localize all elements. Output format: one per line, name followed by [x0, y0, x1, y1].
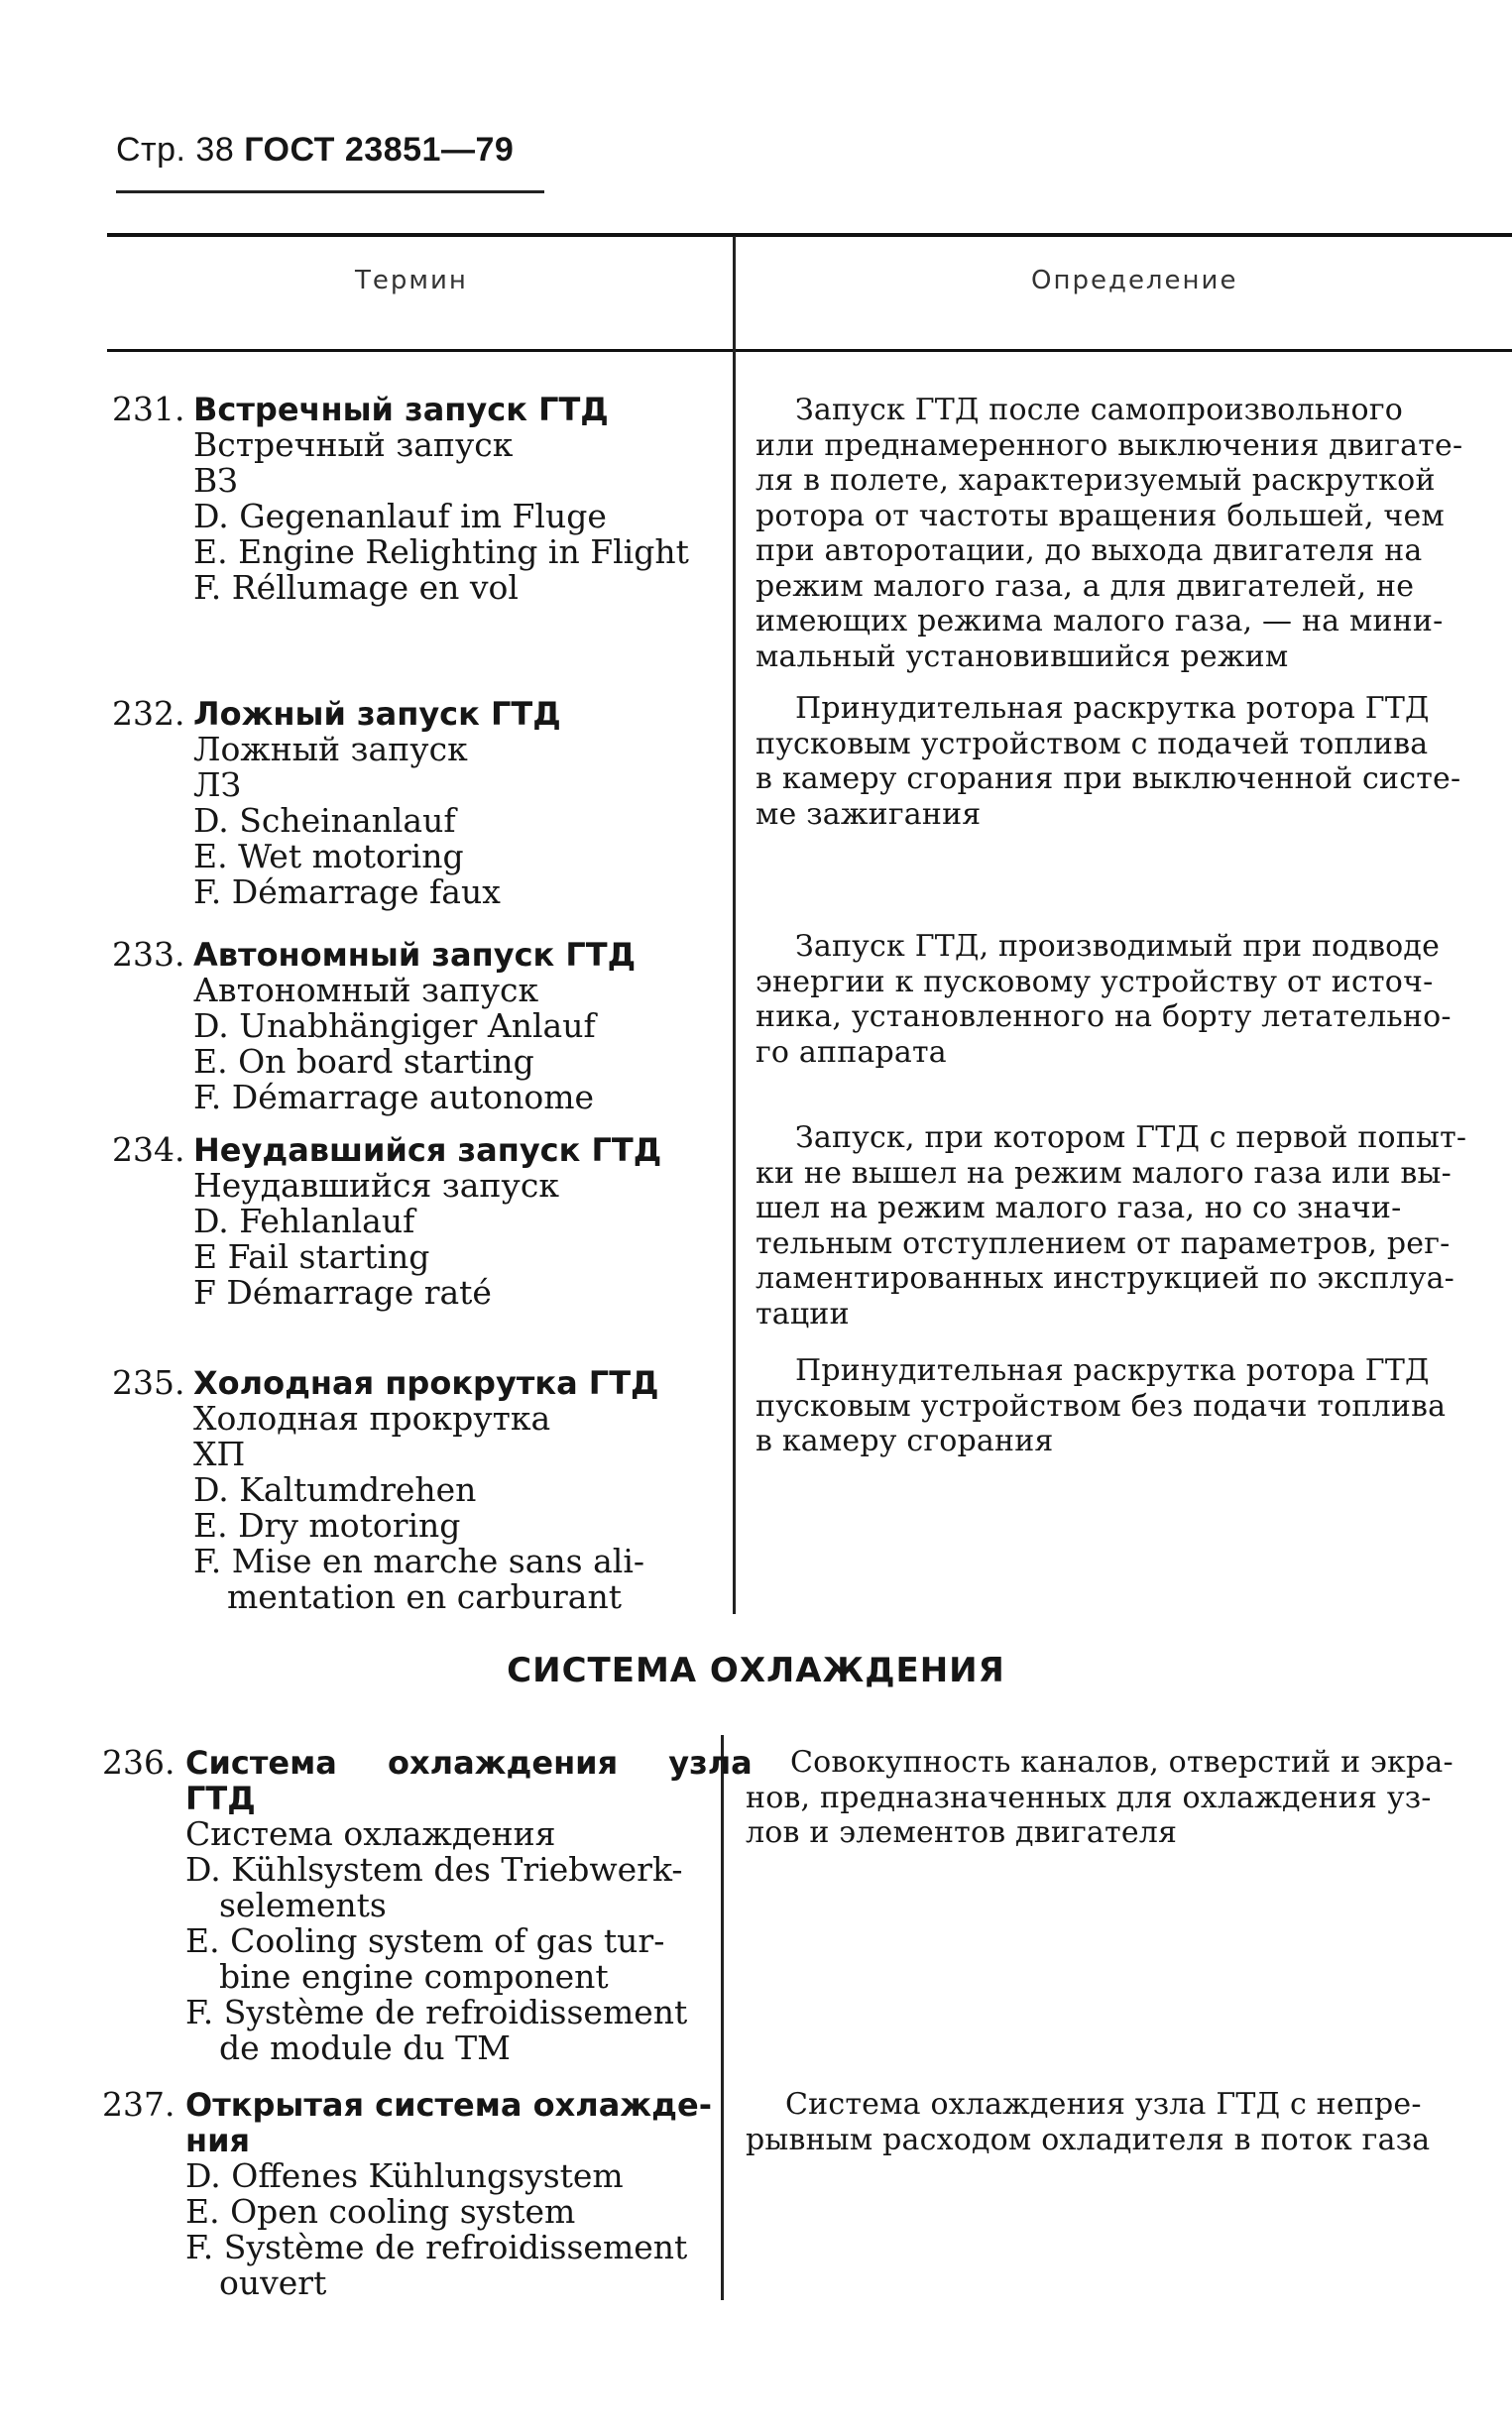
- term-line: D. Unabhängiger Anlauf: [193, 1006, 596, 1045]
- term-line: Автономный запуск: [193, 971, 539, 1009]
- term-line: Система охлаждения: [185, 1814, 556, 1853]
- term-line: F. Système de refroidissement: [185, 2228, 688, 2266]
- term-line: D. Kühlsystem des Triebwerk-: [185, 1850, 683, 1889]
- term-number: 235.: [112, 1363, 185, 1402]
- term-title: Ложный запуск ГТД: [193, 695, 561, 733]
- term-line: F Démarrage raté: [193, 1273, 492, 1312]
- term-line: D. Kaltumdrehen: [193, 1470, 477, 1509]
- term-line: F. Réllumage en vol: [193, 568, 519, 607]
- term-number: 234.: [112, 1130, 185, 1169]
- term-title: Неудавшийся запуск ГТД: [193, 1131, 662, 1169]
- definition-231: Запуск ГТД после самопроизвольного или преднамеренного выключения двигате- ля в полете, характеризуемый раскруткой ротора от частоты вращения большей, чем при авторотации, до выхода двигателя на режим малого газа, а для двигателей, не имеющих режима малого газа, — на мини- мальный установившийся режим: [756, 393, 1463, 674]
- term-line: D. Fehlanlauf: [193, 1202, 415, 1240]
- column-header-term: Термин: [355, 266, 468, 295]
- term-title: ния: [185, 2122, 251, 2159]
- definition-232: Принудительная раскрутка ротора ГТД пусковым устройством с подачей топлива в камеру сгорания при выключенной систе- ме зажигания: [756, 691, 1461, 832]
- term-line: E. Cooling system of gas tur-: [185, 1921, 665, 1960]
- term-line: mentation en carburant: [227, 1577, 622, 1616]
- term-line: Ложный запуск: [193, 730, 468, 768]
- term-line: D. Gegenanlauf im Fluge: [193, 497, 607, 535]
- term-title: ГТД: [185, 1780, 256, 1817]
- term-line: ВЗ: [193, 461, 238, 500]
- column-header-definition: Определение: [1031, 266, 1238, 295]
- term-number: 236.: [102, 1743, 175, 1782]
- term-line: Неудавшийся запуск: [193, 1166, 559, 1205]
- term-line: F. Démarrage autonome: [193, 1078, 595, 1116]
- term-number: 232.: [112, 694, 185, 733]
- term-line: F. Démarrage faux: [193, 872, 501, 911]
- term-line: F. Mise en marche sans ali-: [193, 1542, 645, 1580]
- definition-235: Принудительная раскрутка ротора ГТД пусковым устройством без подачи топлива в камеру сгорания: [756, 1353, 1447, 1458]
- term-line: D. Scheinanlauf: [193, 801, 456, 840]
- table-top-rule: [107, 233, 1512, 237]
- term-title: Встречный запуск ГТД: [193, 391, 609, 428]
- term-line: de module du TM: [219, 2028, 511, 2067]
- table-head-rule: [107, 349, 1512, 352]
- definition-233: Запуск ГТД, производимый при подводе энергии к пусковому устройству от источ- ника, установленного на борту летательно- го аппарата: [756, 929, 1452, 1070]
- page-header: [116, 131, 514, 170]
- term-line: E. Open cooling system: [185, 2192, 576, 2231]
- term-title: Автономный запуск ГТД: [193, 936, 637, 974]
- term-number: 237.: [102, 2085, 175, 2124]
- section-title: СИСТЕМА ОХЛАЖДЕНИЯ: [507, 1651, 1005, 1690]
- term-line: Встречный запуск: [193, 425, 514, 464]
- term-title: Открытая система охлажде-: [185, 2086, 712, 2124]
- term-line: E. On board starting: [193, 1042, 534, 1081]
- term-line: F. Système de refroidissement: [185, 1993, 688, 2031]
- term-line: E. Dry motoring: [193, 1506, 461, 1545]
- column-divider-top: [733, 236, 736, 1614]
- term-line: E. Wet motoring: [193, 837, 464, 875]
- term-line: ouvert: [219, 2263, 327, 2302]
- definition-236: Совокупность каналов, отверстий и экра- нов, предназначенных для охлаждения уз- лов и элементов двигателя: [746, 1745, 1454, 1850]
- term-line: E Fail starting: [193, 1237, 430, 1276]
- term-number: 233.: [112, 935, 185, 974]
- term-number: 231.: [112, 390, 185, 428]
- term-line: D. Offenes Kühlungsystem: [185, 2156, 624, 2195]
- standard-code: ГОСТ 23851—79: [244, 131, 515, 169]
- term-line: E. Engine Relighting in Flight: [193, 532, 689, 571]
- term-title: Система охлаждения узла: [185, 1744, 753, 1782]
- term-line: bine engine component: [219, 1957, 609, 1996]
- definition-237: Система охлаждения узла ГТД с непре- рывным расходом охладителя в поток газа: [746, 2087, 1431, 2157]
- page-number: Стр. 38: [116, 131, 235, 169]
- term-line: ХП: [193, 1435, 246, 1473]
- term-line: Холодная прокрутка: [193, 1399, 551, 1438]
- header-rule: [116, 190, 544, 193]
- term-title: Холодная прокрутка ГТД: [193, 1364, 659, 1402]
- definition-234: Запуск, при котором ГТД с первой попыт- ки не вышел на режим малого газа или вы- шел на режим малого газа, но со значи- тельным отступлением от параметров, рег- ламентированных инструкцией по эксплуа- тации: [756, 1120, 1467, 1332]
- term-line: ЛЗ: [193, 765, 242, 804]
- term-line: selements: [219, 1886, 387, 1924]
